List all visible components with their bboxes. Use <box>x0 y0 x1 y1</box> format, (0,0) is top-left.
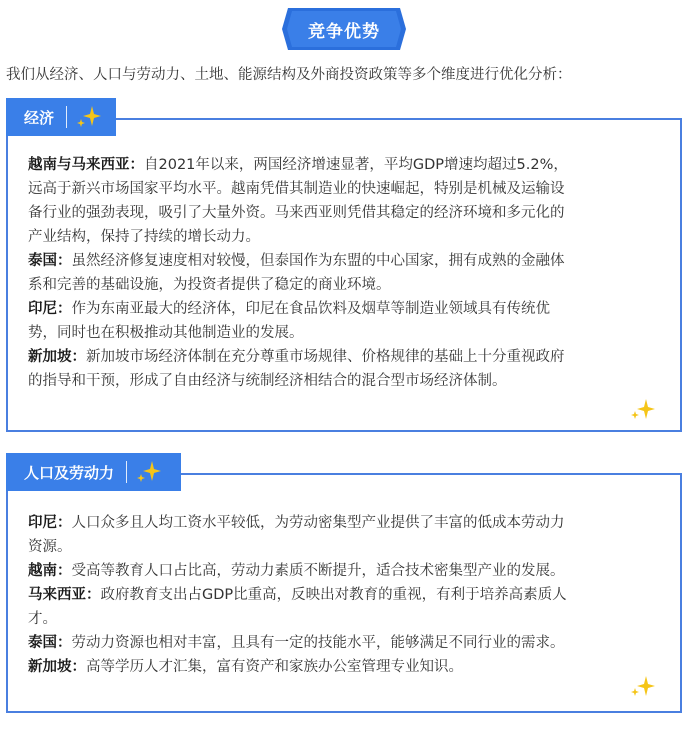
corner-sparkle-icon <box>628 398 656 422</box>
line-text: 虽然经济修复速度相对较慢，但泰国作为东盟的中心国家，拥有成熟的金融体 <box>71 253 565 269</box>
country-label: 泰国： <box>28 635 72 651</box>
line-text: 势，同时也在积极推动其他制造业的发展。 <box>28 325 304 341</box>
line-text: 的指导和干预，形成了自由经济与统制经济相结合的混合型市场经济体制。 <box>28 373 507 389</box>
content-line <box>28 225 668 249</box>
content-line <box>28 345 668 369</box>
country-label: 新加坡： <box>28 659 86 675</box>
section-population-labor <box>6 453 682 715</box>
country-label: 印尼： <box>28 301 72 317</box>
line-text: 政府教育支出占GDP比重高，反映出对教育的重视，有利于培养高素质人 <box>100 587 567 603</box>
content-line <box>28 297 668 321</box>
country-label: 印尼： <box>28 515 72 531</box>
line-text: 劳动力资源也相对丰富，且具有一定的技能水平，能够满足不同行业的需求。 <box>71 635 565 651</box>
sparkle-icon <box>75 104 103 130</box>
tab-divider <box>66 106 67 128</box>
line-text: 才。 <box>28 611 57 627</box>
line-text: 自2021年以来，两国经济增速显著，平均GDP增速均超过5.2%， <box>144 157 568 173</box>
title-area <box>0 8 688 50</box>
country-label: 马来西亚： <box>28 587 101 603</box>
line-text: 备行业的强劲表现，吸引了大量外资。马来西亚则凭借其稳定的经济环境和多元化的 <box>28 205 565 221</box>
section-tab <box>6 453 181 491</box>
intro-text: 我们从经济、人口与劳动力、土地、能源结构及外商投资政策等多个维度进行优化分析： <box>6 67 572 83</box>
tab-label: 人口及劳动力 <box>24 463 115 482</box>
line-text: 资源。 <box>28 539 72 555</box>
content-line <box>28 559 668 583</box>
line-text: 产业结构，保持了持续的增长动力。 <box>28 229 260 245</box>
country-label: 越南： <box>28 563 72 579</box>
line-text: 受高等教育人口占比高，劳动力素质不断提升，适合技术密集型产业的发展。 <box>71 563 565 579</box>
tab-divider <box>126 461 127 483</box>
line-text: 人口众多且人均工资水平较低，为劳动密集型产业提供了丰富的低成本劳动力 <box>71 515 565 531</box>
line-text: 远高于新兴市场国家平均水平。越南凭借其制造业的快速崛起，特别是机械及运输设 <box>28 181 565 197</box>
line-text: 新加坡市场经济体制在充分尊重市场规律、价格规律的基础上十分重视政府 <box>86 349 565 365</box>
line-text: 系和完善的基础设施，为投资者提供了稳定的商业环境。 <box>28 277 391 293</box>
content-line <box>28 177 668 201</box>
section-content <box>28 511 668 679</box>
country-label: 越南与马来西亚： <box>28 157 144 173</box>
page-title: 竞争优势 <box>308 21 380 42</box>
content-line <box>28 249 668 273</box>
corner-sparkle-icon <box>628 675 656 699</box>
content-line <box>28 273 668 297</box>
content-line <box>28 655 668 679</box>
content-line <box>28 631 668 655</box>
content-line <box>28 321 668 345</box>
tab-label: 经济 <box>24 108 55 127</box>
section-title-badge <box>282 8 406 50</box>
line-text: 作为东南亚最大的经济体，印尼在食品饮料及烟草等制造业领域具有传统优 <box>71 301 550 317</box>
country-label: 新加坡： <box>28 349 86 365</box>
content-line <box>28 583 668 607</box>
line-text: 高等学历人才汇集，富有资产和家族办公室管理专业知识。 <box>86 659 463 675</box>
content-line <box>28 607 668 631</box>
content-line <box>28 153 668 177</box>
content-line <box>28 201 668 225</box>
content-line <box>28 511 668 535</box>
content-line <box>28 369 668 393</box>
content-line <box>28 535 668 559</box>
section-economy <box>6 98 682 434</box>
section-content <box>28 153 668 393</box>
sparkle-icon <box>135 459 163 485</box>
section-tab <box>6 98 116 136</box>
country-label: 泰国： <box>28 253 72 269</box>
